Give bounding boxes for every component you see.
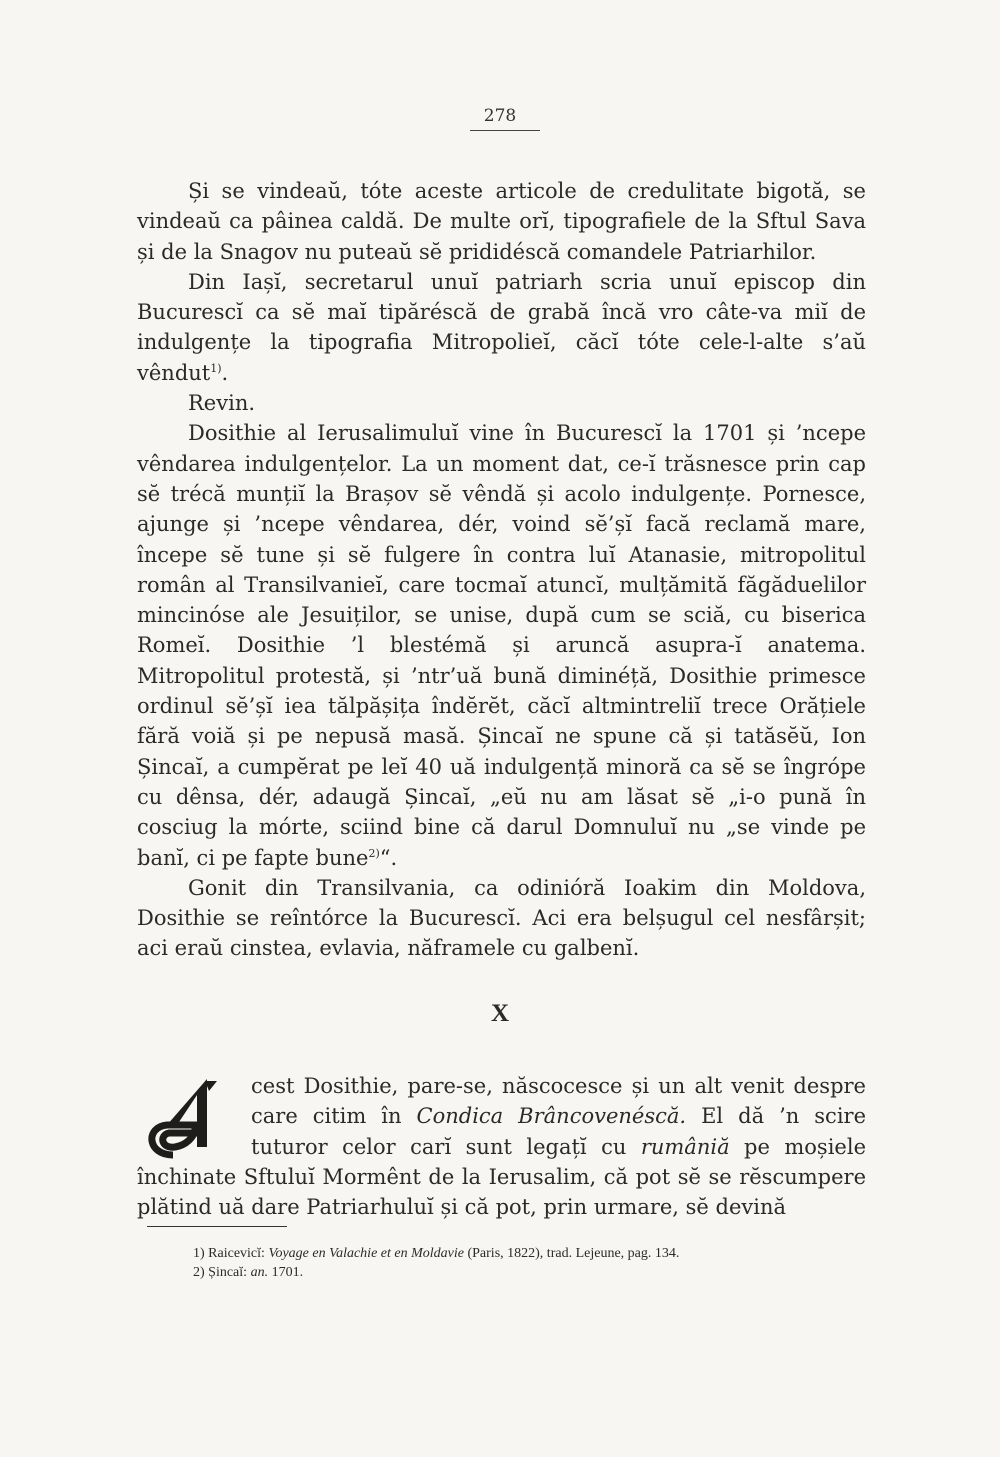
- page-number: 278: [483, 106, 517, 126]
- footnotes: [193, 1244, 873, 1282]
- paragraph-1: Și se vindeaŭ, tóte aceste articole de credulitate bigotă, se vindeaŭ ca pâinea caldă. De multe orĭ, tipografiele de la Sftul Sava și de la Snagov nu puteaŭ sĕ prididéscă comandele Patriarhilor.: [137, 179, 866, 264]
- italic-book-title: Condica Brâncovenéscă.: [416, 1104, 687, 1129]
- footnote-ref-2: 2): [368, 846, 380, 860]
- main-text: [137, 176, 866, 964]
- paragraph-4: Dosithie al Ierusalimuluĭ vine în Bucurescĭ la 1701 și ’ncepe vêndarea indulgențelor. La un moment dat, ce-ĭ trăsnesce prin cap sĕ trécă munțiĭ la Brașov sĕ vêndă și acolo indulgențe. Pornesce, ajunge și ’ncepe vêndarea, dér, voind sĕ’șĭ facă reclamă mare, începe sĕ tune și sĕ fulgere în contra luĭ Atanasie, mitropolitul român al Transilvanieĭ, care tocmaĭ atuncĭ, mulțămită făgăduelilor mincinóse ale Jesuiților, se unise, după cum se sciă, cu biserica Romeĭ. Dosithie ’l blestémă și aruncă asupra-ĭ anatema. Mitropolitul protestă, și ’ntr’uă bună diminéță, Dosithie primesce ordinul sĕ’șĭ iea tălpășița îndĕrĕt, căcĭ altmintreliĭ trece Orățiele fără voiă și pe nepusă masă. Șincaĭ ne spune că și tatăsĕŭ, Ion Șincaĭ, a cumpĕrat pe leĭ 40 uă indulgență minoră ca sĕ se îngrópe cu dênsa, dér, adaugă Șincaĭ, „eŭ nu am lăsat sĕ „i-o pună în cosciug la mórte, sciind bine că darul Domnuluĭ nu „se vinde pe banĭ, ci pe fapte bune$^{2)}$“.: [137, 421, 866, 870]
- dropcap-a-glyph: [137, 1077, 247, 1159]
- footnote-ref-1: 1): [210, 361, 222, 375]
- paragraph-5: Gonit din Transilvania, ca odinióră Ioakim din Moldova, Dosithie se reîntórce la Bucurescĭ. Aci era belșugul cel nesfârșit; aci eraŭ cinstea, evlavia, năframele cu galbenĭ.: [137, 875, 866, 961]
- section-text: cest Dosithie, pare-se, născocesce și un alt venit despre care citim în Condica Brâncovenéscă. El dă ’n scire tuturor celor carĭ sunt legațĭ cu rumâniă pe moșiele închinate Sftuluĭ Mormênt de la Ierusalim, că pot sĕ se rĕscumpere plătind uă dare Patriarhuluĭ și că pot, prin urmare, sĕ devină: [137, 1074, 866, 1220]
- footnote-2: 2) Șincaĭ: an. 1701.: [193, 1265, 304, 1280]
- footnote-1: 1) Raicevicĭ: Voyage en Valachie et en Moldavie (Paris, 1822), trad. Lejeune, pag. 134.: [193, 1246, 680, 1261]
- section-heading: X: [490, 1000, 510, 1027]
- page-number-rule: [470, 130, 540, 131]
- italic-term: rumâniă: [640, 1134, 730, 1159]
- footnote-rule: [147, 1226, 287, 1227]
- paragraph-3: Revin.: [188, 391, 256, 416]
- ornamental-dropcap: [137, 1077, 247, 1159]
- paragraph-2: Din Iașĭ, secretarul unuĭ patriarh scria unuĭ episcop din Bucurescĭ ca sĕ maĭ tipăréscă de grabă încă vro câte-va miĭ de indulgențe la tipografia Mitropolieĭ, căcĭ tóte cele-l-alte s’aŭ vêndut$^{1)}$.: [137, 269, 866, 385]
